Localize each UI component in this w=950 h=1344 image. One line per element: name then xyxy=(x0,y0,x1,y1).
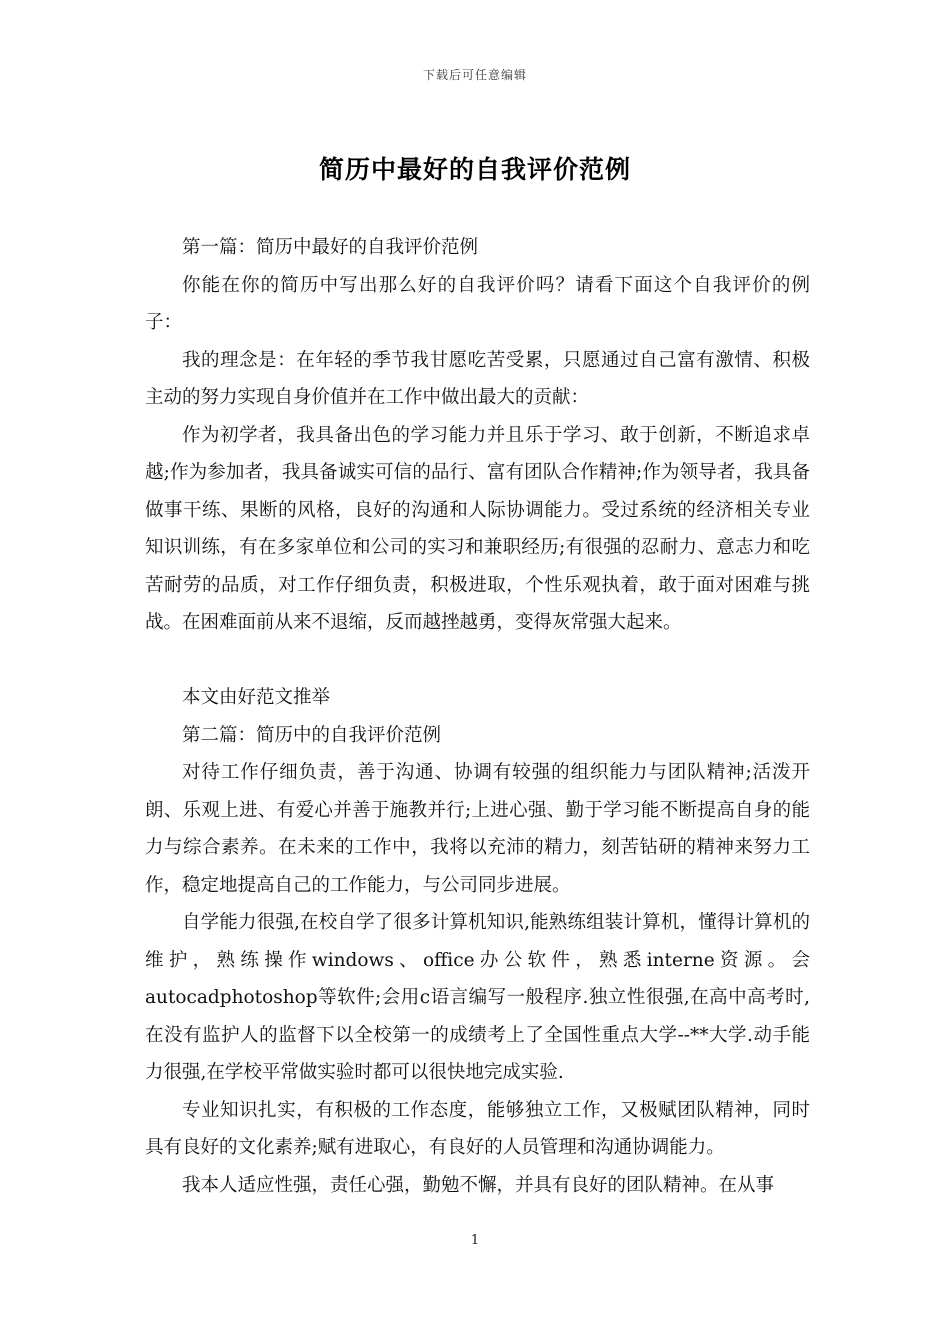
body-paragraph: 专业知识扎实，有积极的工作态度，能够独立工作，又极赋团队精神，同时具有良好的文化素养;赋有进取心，有良好的人员管理和沟通协调能力。 xyxy=(145,1099,810,1158)
body-paragraph: 我本人适应性强，责任心强，勤勉不懈，并具有良好的团队精神。在从事 xyxy=(182,1174,775,1196)
body-paragraph: 我的理念是：在年轻的季节我甘愿吃苦受累，只愿通过自己富有激情、积极主动的努力实现自身价值并在工作中做出最大的贡献： xyxy=(145,349,810,408)
page-number: 1 xyxy=(470,1233,480,1248)
body-paragraph: 作为初学者，我具备出色的学习能力并且乐于学习、敢于创新，不断追求卓越;作为参加者，我具备诚实可信的品行、富有团队合作精神;作为领导者，我具备做事干练、果断的风格，良好的沟通和人际协调能力。受过系统的经济相关专业知识训练，有在多家单位和公司的实习和兼职经历;有很强的忍耐力、意志力和吃苦耐劳的品质，对工作仔细负责，积极进取，个性乐观执着，敢于面对困难与挑战。在困难面前从来不退缩，反而越挫越勇，变得灰常强大起来。 xyxy=(145,424,810,633)
document-body xyxy=(145,229,810,1204)
section-heading-1: 第一篇：简历中最好的自我评价范例 xyxy=(182,237,479,258)
page-header: 下载后可任意编辑 xyxy=(422,68,527,82)
body-paragraph: 自学能力很强,在校自学了很多计算机知识,能熟练组装计算机，懂得计算机的维护，熟练操作windows、office办公软件，熟悉interne资源。会autocadphotoshop等软件;会用c语言编写一般程序.独立性很强,在高中高考时,在没有监护人的监督下以全校第一的成绩考上了全国性重点大学--**大学.动手能力很强,在学校平常做实验时都可以很快地完成实验. xyxy=(145,912,810,1083)
body-paragraph: 对待工作仔细负责，善于沟通、协调有较强的组织能力与团队精神;活泼开朗、乐观上进、有爱心并善于施教并行;上进心强、勤于学习能不断提高自身的能力与综合素养。在未来的工作中，我将以充沛的精力，刻苦钻研的精神来努力工作，稳定地提高自己的工作能力，与公司同步进展。 xyxy=(145,762,810,896)
section-heading-2: 第二篇：简历中的自我评价范例 xyxy=(182,724,442,746)
recommendation-note: 本文由好范文推举 xyxy=(182,687,331,708)
document-title: 简历中最好的自我评价范例 xyxy=(318,155,631,184)
body-paragraph: 你能在你的简历中写出那么好的自我评价吗？请看下面这个自我评价的例子： xyxy=(145,274,810,333)
